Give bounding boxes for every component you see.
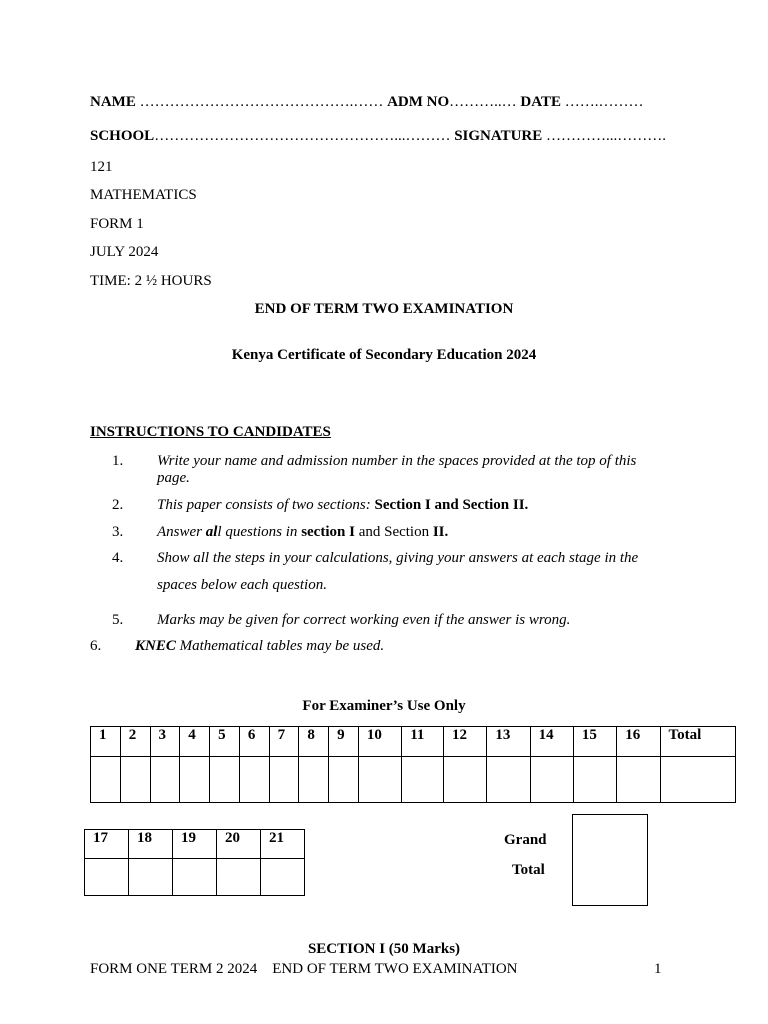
question-number-cell: 20 <box>217 830 261 859</box>
question-number-cell: 12 <box>444 727 487 757</box>
question-number-cell: 7 <box>269 727 299 757</box>
question-number-cell: 18 <box>129 830 173 859</box>
name-label: NAME <box>90 94 136 110</box>
grand-label: Grand <box>504 832 547 848</box>
instruction-text-cont: page. <box>157 470 190 486</box>
date-dots[interactable]: …….……… <box>560 94 644 110</box>
instruction-text: Write your name and admission number in the spaces provided at the top of this <box>157 453 637 469</box>
instructions-list <box>0 453 768 653</box>
name-dots[interactable]: …………………………………….…… <box>135 94 388 110</box>
question-number-cell: 9 <box>329 727 359 757</box>
score-cell[interactable] <box>299 757 329 803</box>
total-cell: Total <box>660 727 736 757</box>
adm-dots[interactable]: ………..… <box>449 94 521 110</box>
section-heading: SECTION I (50 Marks) <box>307 941 461 957</box>
marks-table-2 <box>84 829 305 896</box>
score-cell[interactable] <box>402 757 444 803</box>
instruction-number: 4. <box>112 550 124 566</box>
instruction-text: Show all the steps in your calculations, giving your answers at each stage in the <box>157 550 639 566</box>
school-dots[interactable]: …………………………………………...……… <box>154 128 455 144</box>
score-cell[interactable] <box>120 757 150 803</box>
question-number-cell: 13 <box>487 727 530 757</box>
paper-code: 121 <box>90 159 113 175</box>
page-number: 1 <box>654 961 662 977</box>
question-number-cell: 19 <box>173 830 217 859</box>
grand-total-box[interactable] <box>572 814 648 906</box>
score-cell[interactable] <box>150 757 180 803</box>
date-label: DATE <box>520 94 561 110</box>
score-cell[interactable] <box>261 859 305 896</box>
question-number-cell: 5 <box>210 727 240 757</box>
question-number-cell: 17 <box>85 830 129 859</box>
instruction-text: This paper consists of two sections: Section I and Section II. <box>157 497 529 513</box>
signature-label: SIGNATURE <box>454 128 543 144</box>
score-cell[interactable] <box>573 757 616 803</box>
instruction-text: Answer all questions in section I and Section II. <box>157 524 449 540</box>
exam-title: END OF TERM TWO EXAMINATION <box>254 301 514 317</box>
time-allowed: TIME: 2 ½ HOURS <box>90 273 212 289</box>
question-number-cell: 4 <box>180 727 210 757</box>
name-line <box>90 94 643 111</box>
school-label: SCHOOL <box>90 128 155 144</box>
certificate-title: Kenya Certificate of Secondary Education 2024 <box>231 347 537 363</box>
question-number-cell: 1 <box>91 727 121 757</box>
form: FORM 1 <box>90 216 144 232</box>
question-number-cell: 16 <box>617 727 660 757</box>
instruction-number: 1. <box>112 453 124 469</box>
instruction-text-cont: spaces below each question. <box>157 577 327 593</box>
score-cell[interactable] <box>358 757 401 803</box>
score-cell[interactable] <box>217 859 261 896</box>
question-number-cell: 10 <box>358 727 401 757</box>
signature-dots[interactable]: …………...………. <box>542 128 667 144</box>
question-number-cell: 2 <box>120 727 150 757</box>
question-number-cell: 3 <box>150 727 180 757</box>
question-number-cell: 8 <box>299 727 329 757</box>
question-number-cell: 21 <box>261 830 305 859</box>
instruction-text: KNEC Mathematical tables may be used. <box>135 638 385 654</box>
marks-score-row <box>85 859 305 896</box>
instruction-number: 3. <box>112 524 124 540</box>
marks-header-row <box>85 830 305 859</box>
marks-header-row <box>91 727 736 757</box>
score-cell[interactable] <box>269 757 299 803</box>
instruction-number: 6. <box>90 638 102 654</box>
month-year: JULY 2024 <box>90 244 159 260</box>
total-score-cell[interactable] <box>660 757 736 803</box>
score-cell[interactable] <box>210 757 240 803</box>
score-cell[interactable] <box>85 859 129 896</box>
score-cell[interactable] <box>239 757 269 803</box>
question-number-cell: 6 <box>239 727 269 757</box>
question-number-cell: 11 <box>402 727 444 757</box>
instruction-number: 5. <box>112 612 124 628</box>
score-cell[interactable] <box>180 757 210 803</box>
score-cell[interactable] <box>487 757 530 803</box>
question-number-cell: 14 <box>530 727 573 757</box>
score-cell[interactable] <box>617 757 660 803</box>
marks-table-1 <box>90 726 736 803</box>
examiner-heading: For Examiner’s Use Only <box>302 698 466 714</box>
footer-text: FORM ONE TERM 2 2024 END OF TERM TWO EXAMINATION <box>90 961 518 977</box>
score-cell[interactable] <box>444 757 487 803</box>
subject: MATHEMATICS <box>90 187 197 203</box>
total-label: Total <box>512 862 545 878</box>
adm-label: ADM NO <box>387 94 450 110</box>
score-cell[interactable] <box>173 859 217 896</box>
instruction-text: Marks may be given for correct working even if the answer is wrong. <box>157 612 571 628</box>
score-cell[interactable] <box>530 757 573 803</box>
marks-score-row <box>91 757 736 803</box>
instructions-heading: INSTRUCTIONS TO CANDIDATES <box>90 424 331 440</box>
score-cell[interactable] <box>91 757 121 803</box>
school-line <box>90 128 666 145</box>
question-number-cell: 15 <box>573 727 616 757</box>
instruction-number: 2. <box>112 497 124 513</box>
score-cell[interactable] <box>129 859 173 896</box>
score-cell[interactable] <box>329 757 359 803</box>
